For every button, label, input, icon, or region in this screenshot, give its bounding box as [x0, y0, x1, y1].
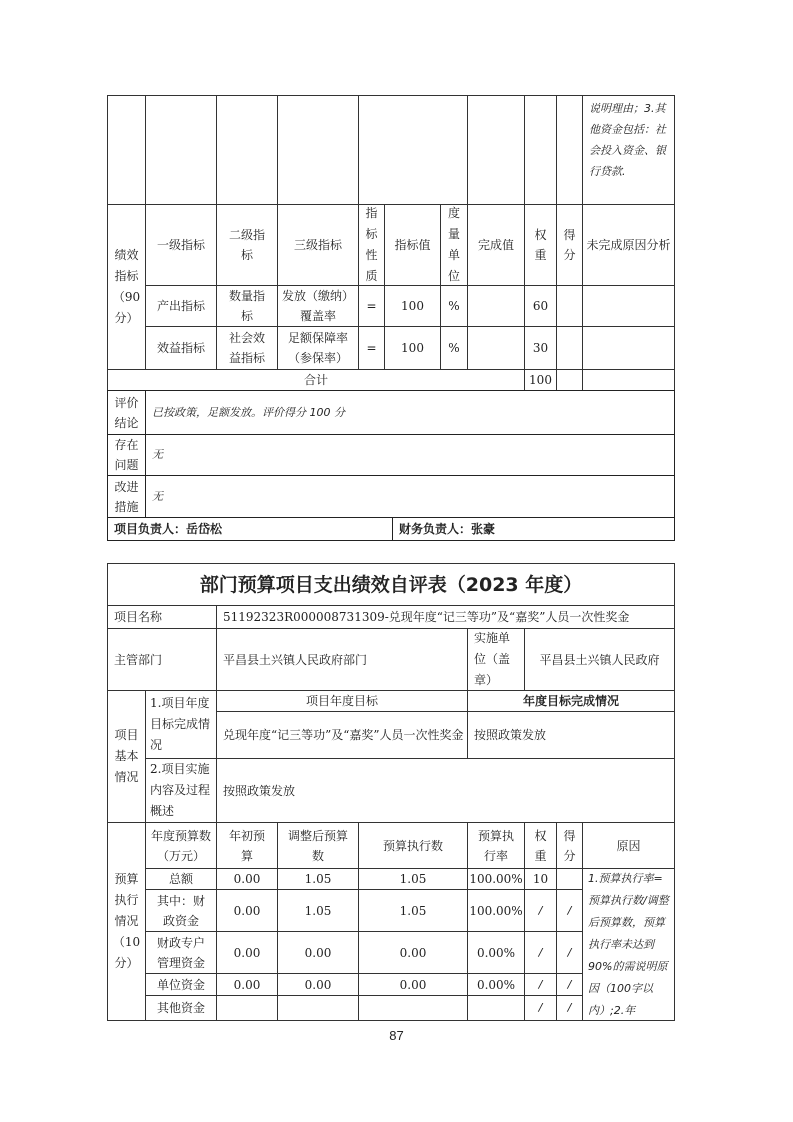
- indicator-row-weight: 30: [524, 326, 557, 370]
- budget-row-executed: [358, 995, 468, 1021]
- budget-row-initial: 0.00: [216, 973, 278, 996]
- header-score: 得分: [556, 204, 583, 286]
- budget-row-initial: 0.00: [216, 868, 278, 890]
- finance-lead: 财务负责人：张豪: [392, 517, 675, 541]
- header-nature: 指标性质: [358, 204, 385, 286]
- goal-text: 兑现年度“记三等功”及“嘉奖”人员一次性奖金: [216, 711, 468, 759]
- cont-cell-1: [107, 95, 146, 205]
- budget-row-executed: 0.00: [358, 931, 468, 974]
- improvements-label: 改进措施: [107, 475, 146, 518]
- project-lead: 项目负责人：岳岱松: [107, 517, 393, 541]
- header-unit: 度量单位: [440, 204, 468, 286]
- cont-cell-3: [216, 95, 278, 205]
- budget-section-label: 预算执行情况（10分）: [107, 822, 146, 1021]
- budget-row-adjusted: 0.00: [277, 973, 359, 996]
- indicator-section-label: 绩效指标（90分）: [107, 204, 146, 370]
- indicator-row-level3: 足额保障率（参保率）: [277, 326, 359, 370]
- indicator-row-unit: %: [440, 285, 468, 327]
- total-label: 合计: [107, 369, 525, 391]
- goal-label: 1.项目年度目标完成情况: [145, 690, 217, 759]
- budget-row-adjusted: 1.05: [277, 889, 359, 932]
- header-level3: 三级指标: [277, 204, 359, 286]
- budget-row-score: /: [556, 995, 583, 1021]
- budget-row-rate: 100.00%: [467, 889, 525, 932]
- project-name-value: 51192323R000008731309-兑现年度“记三等功”及“嘉奖”人员一次性奖金: [216, 605, 675, 629]
- problems-label: 存在问题: [107, 434, 146, 476]
- indicator-row-nature: =: [358, 285, 385, 327]
- budget-row-weight: 10: [524, 868, 557, 890]
- indicator-row-score: [556, 326, 583, 370]
- project-name-label: 项目名称: [107, 605, 217, 629]
- cont-cell-2: [145, 95, 217, 205]
- budget-header-weight: 权重: [524, 822, 557, 869]
- header-weight: 权重: [524, 204, 557, 286]
- budget-row-score: /: [556, 889, 583, 932]
- header-level1: 一级指标: [145, 204, 217, 286]
- budget-row-adjusted: 0.00: [277, 931, 359, 974]
- impl-process-label: 2.项目实施内容及过程概述: [145, 758, 217, 823]
- indicator-row-reason: [582, 326, 675, 370]
- impl-unit-value: 平昌县土兴镇人民政府: [524, 628, 675, 691]
- budget-row-category: 其中：财政资金: [145, 889, 217, 932]
- cont-cell-7: [524, 95, 557, 205]
- budget-row-adjusted: [277, 995, 359, 1021]
- indicator-row-score: [556, 285, 583, 327]
- budget-row-rate: 0.00%: [467, 973, 525, 996]
- header-level2: 二级指标: [216, 204, 278, 286]
- header-reason: 未完成原因分析: [582, 204, 675, 286]
- dept-value: 平昌县土兴镇人民政府部门: [216, 628, 468, 691]
- evaluation-label: 评价结论: [107, 390, 146, 435]
- evaluation-text: 已按政策，足额发放。评价得分 100 分: [145, 390, 675, 435]
- cont-cell-5: [358, 95, 468, 205]
- completion-header: 年度目标完成情况: [467, 690, 675, 712]
- impl-process-text: 按照政策发放: [216, 758, 675, 823]
- goal-header: 项目年度目标: [216, 690, 468, 712]
- improvements-text: 无: [145, 475, 675, 518]
- budget-row-weight: /: [524, 995, 557, 1021]
- budget-header-rate: 预算执行率: [467, 822, 525, 869]
- page-number: 87: [389, 1028, 404, 1043]
- indicator-row-level1: 效益指标: [145, 326, 217, 370]
- budget-row-rate: [467, 995, 525, 1021]
- budget-row-executed: 1.05: [358, 889, 468, 932]
- budget-row-initial: [216, 995, 278, 1021]
- header-actual: 完成值: [467, 204, 525, 286]
- basic-info-label: 项目基本情况: [107, 690, 146, 823]
- indicator-row-level3: 发放（缴纳）覆盖率: [277, 285, 359, 327]
- budget-row-rate: 100.00%: [467, 868, 525, 890]
- budget-row-executed: 1.05: [358, 868, 468, 890]
- continuation-note: 说明理由；3.其他资金包括：社会投入资金、银行贷款.: [582, 95, 675, 205]
- budget-header-category: 年度预算数（万元）: [145, 822, 217, 869]
- problems-text: 无: [145, 434, 675, 476]
- dept-label: 主管部门: [107, 628, 217, 691]
- budget-row-category: 总额: [145, 868, 217, 890]
- budget-row-score: /: [556, 931, 583, 974]
- budget-row-category: 其他资金: [145, 995, 217, 1021]
- total-score: [556, 369, 583, 391]
- total-weight: 100: [524, 369, 557, 391]
- budget-header-score: 得分: [556, 822, 583, 869]
- indicator-row-actual: [467, 285, 525, 327]
- indicator-row-unit: %: [440, 326, 468, 370]
- completion-text: 按照政策发放: [467, 711, 675, 759]
- budget-header-executed: 预算执行数: [358, 822, 468, 869]
- indicator-row-level2: 数量指标: [216, 285, 278, 327]
- budget-row-weight: /: [524, 931, 557, 974]
- header-value: 指标值: [384, 204, 441, 286]
- budget-header-reason: 原因: [582, 822, 675, 869]
- indicator-row-reason: [582, 285, 675, 327]
- budget-header-adjusted: 调整后预算数: [277, 822, 359, 869]
- indicator-row-level2: 社会效益指标: [216, 326, 278, 370]
- cont-cell-6: [467, 95, 525, 205]
- impl-unit-label: 实施单位（盖章）: [467, 628, 525, 691]
- budget-row-rate: 0.00%: [467, 931, 525, 974]
- budget-row-category: 财政专户管理资金: [145, 931, 217, 974]
- budget-row-initial: 0.00: [216, 931, 278, 974]
- indicator-row-value: 100: [384, 285, 441, 327]
- budget-row-executed: 0.00: [358, 973, 468, 996]
- budget-reason-text: 1.预算执行率=预算执行数/调整后预算数，预算执行率未达到90%的需说明原因（100字以内）;2.年: [582, 868, 675, 1021]
- form-title: 部门预算项目支出绩效自评表（2023 年度）: [107, 563, 675, 606]
- indicator-row-actual: [467, 326, 525, 370]
- budget-row-weight: /: [524, 973, 557, 996]
- indicator-row-nature: =: [358, 326, 385, 370]
- total-reason: [582, 369, 675, 391]
- budget-row-category: 单位资金: [145, 973, 217, 996]
- indicator-row-value: 100: [384, 326, 441, 370]
- budget-row-score: [556, 868, 583, 890]
- indicator-row-level1: 产出指标: [145, 285, 217, 327]
- budget-row-adjusted: 1.05: [277, 868, 359, 890]
- budget-row-initial: 0.00: [216, 889, 278, 932]
- cont-cell-8: [556, 95, 583, 205]
- budget-header-initial: 年初预算: [216, 822, 278, 869]
- cont-cell-4: [277, 95, 359, 205]
- budget-row-score: /: [556, 973, 583, 996]
- budget-row-weight: /: [524, 889, 557, 932]
- indicator-row-weight: 60: [524, 285, 557, 327]
